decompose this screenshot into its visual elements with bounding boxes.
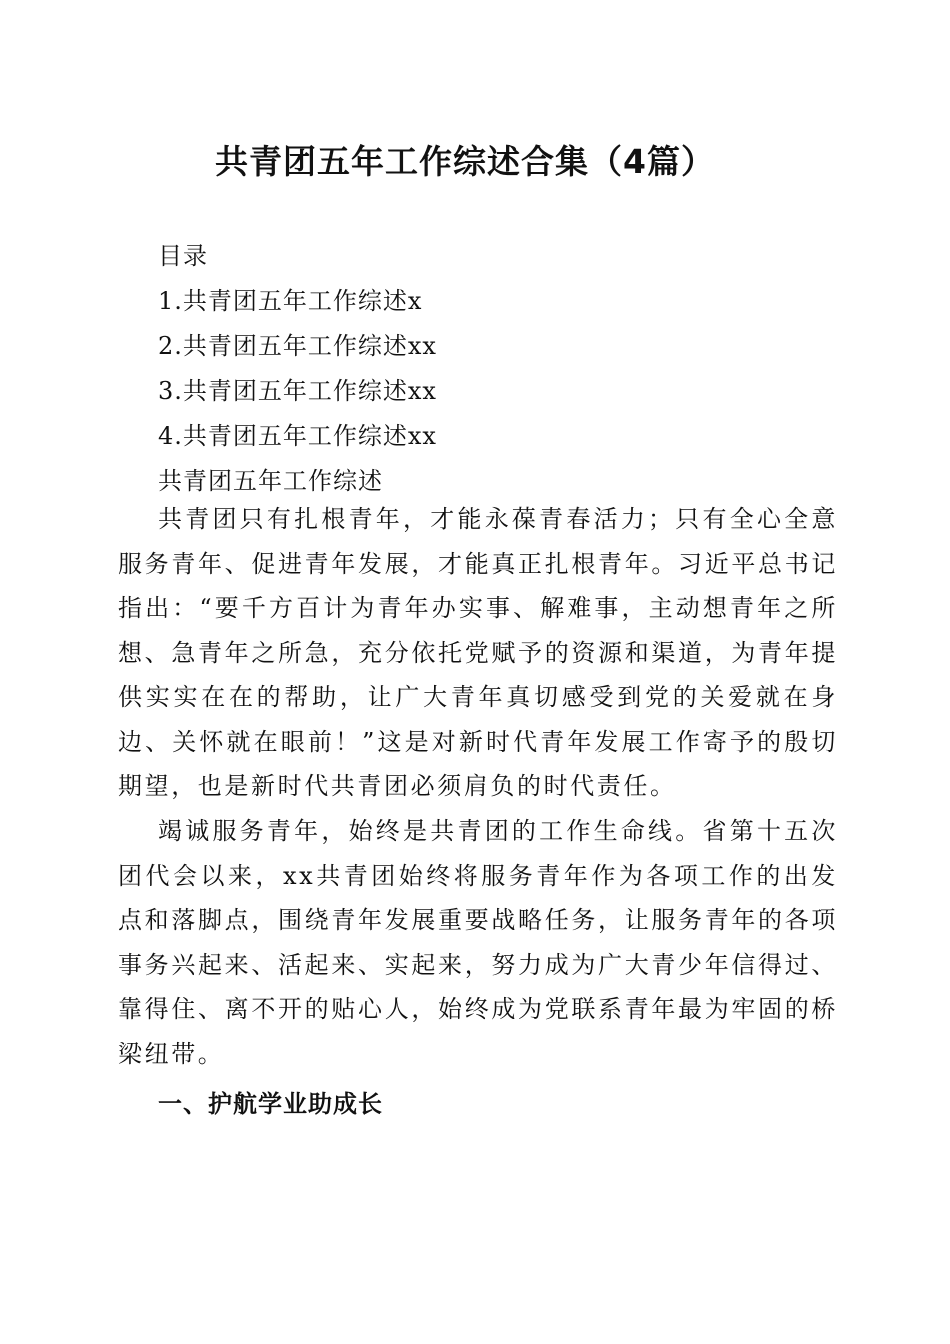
toc-item-3: 3.共青团五年工作综述xx: [158, 377, 437, 405]
toc-item-2: 2.共青团五年工作综述xx: [158, 332, 437, 360]
article-title: 共青团五年工作综述: [158, 467, 383, 495]
toc-item-4: 4.共青团五年工作综述xx: [158, 422, 437, 450]
toc-heading: 目录: [158, 242, 208, 270]
section-heading: 一、护航学业助成长: [158, 1090, 383, 1118]
paragraph-2: 竭诚服务青年，始终是共青团的工作生命线。省第十五次团代会以来，xx共青团始终将服务青年作为各项工作的出发点和落脚点，围绕青年发展重要战略任务，让服务青年的各项事务兴起来、活起来、实起来，努力成为广大青少年信得过、靠得住、离不开的贴心人，始终成为党联系青年最为牢固的桥梁纽带。: [118, 817, 838, 1068]
toc-item-1: 1.共青团五年工作综述x: [158, 287, 423, 315]
paragraph-1: 共青团只有扎根青年，才能永葆青春活力；只有全心全意服务青年、促进青年发展，才能真正扎根青年。习近平总书记指出：“要千方百计为青年办实事、解难事，主动想青年之所想、急青年之所急，充分依托党赋予的资源和渠道，为青年提供实实在在的帮助，让广大青年真切感受到党的关爱就在身边、关怀就在眼前！”这是对新时代青年发展工作寄予的殷切期望，也是新时代共青团必须肩负的时代责任。: [118, 505, 838, 800]
document-title: 共青团五年工作综述合集（4篇）: [215, 142, 715, 181]
